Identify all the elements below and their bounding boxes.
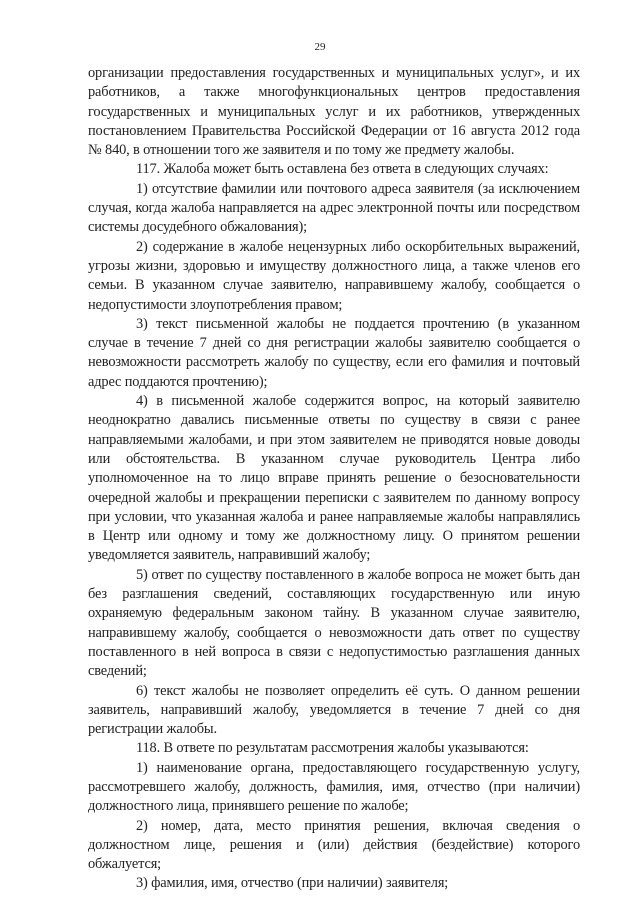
paragraph-continuation: организации предоставления государственных и муниципальных услуг», и их работников, а также многофункциональных центров предоставления государственных и муниципальных услуг и их работников, утвержденных постановлением Правительства Российской Федерации от 16 августа 2012 года № 840, в отношении того же заявителя и по тому же предмету жалобы. — [88, 65, 580, 159]
paragraph-117: 117. Жалоба может быть оставлена без ответа в следующих случаях: — [136, 161, 549, 178]
paragraph-117-item-1: 1) отсутствие фамилии или почтового адреса заявителя (за исключением случая, когда жалоба направляется на адрес электронной почты или посредством системы досудебного обжалования); — [88, 180, 580, 236]
paragraph-117-item-4: 4) в письменной жалобе содержится вопрос, на который заявителю неоднократно давались письменные ответы по существу в связи с ранее направляемыми жалобами, и при этом заявителем не приводятся новые доводы или обстоятельства. В указанном случае руководитель Центра либо уполномоченное на то лицо вправе принять решение о безосновательности очередной жалобы и прекращении переписки с заявителем по данному вопросу при условии, что указанная жалоба и ранее направляемые жалобы направлялись в Центр или одному и тому же должностному лицу. О принятом решении уведомляется заявитель, направивший жалобу; — [88, 393, 580, 564]
paragraph-118-item-3: 3) фамилия, имя, отчество (при наличии) заявителя; — [136, 875, 449, 892]
paragraph-118-item-2: 2) номер, дата, место принятия решения, включая сведения о должностном лице, решения и (или) действия (бездействие) которого обжалуется; — [88, 817, 580, 873]
paragraph-117-item-6: 6) текст жалобы не позволяет определить её суть. О данном решении заявитель, направивший жалобу, уведомляется в течение 7 дней со дня регистрации жалобы. — [88, 682, 580, 738]
paragraph-117-item-2: 2) содержание в жалобе нецензурных либо оскорбительных выражений, угрозы жизни, здоровью и имуществу должностного лица, а также членов его семьи. В указанном случае заявителю, направившему жалобу, сообщается о недопустимости злоупотребления правом; — [88, 238, 580, 313]
paragraph-117-item-5: 5) ответ по существу поставленного в жалобе вопроса не может быть дан без разглашения сведений, составляющих государственную или иную охраняемую федеральным законом тайну. В указанном случае заявителю, направившему жалобу, сообщается о невозможности дать ответ по существу поставленного в ней вопроса в связи с недопустимостью разглашения данных сведений; — [88, 566, 580, 680]
paragraph-117-item-3: 3) текст письменной жалобы не поддается прочтению (в указанном случае в течение 7 дней со дня регистрации жалобы заявителю сообщается о невозможности рассмотреть жалобу по существу, если его фамилия и почтовый адрес поддаются прочтению); — [88, 315, 580, 390]
paragraph-118-item-1: 1) наименование органа, предоставляющего государственную услугу, рассмотревшего жалобу, должность, фамилия, имя, отчество (при наличии) должностного лица, принявшего решение по жалобе; — [88, 759, 580, 815]
document-body — [88, 64, 580, 894]
paragraph-118: 118. В ответе по результатам рассмотрения жалобы указываются: — [136, 740, 529, 757]
page-number: 29 — [314, 41, 326, 53]
